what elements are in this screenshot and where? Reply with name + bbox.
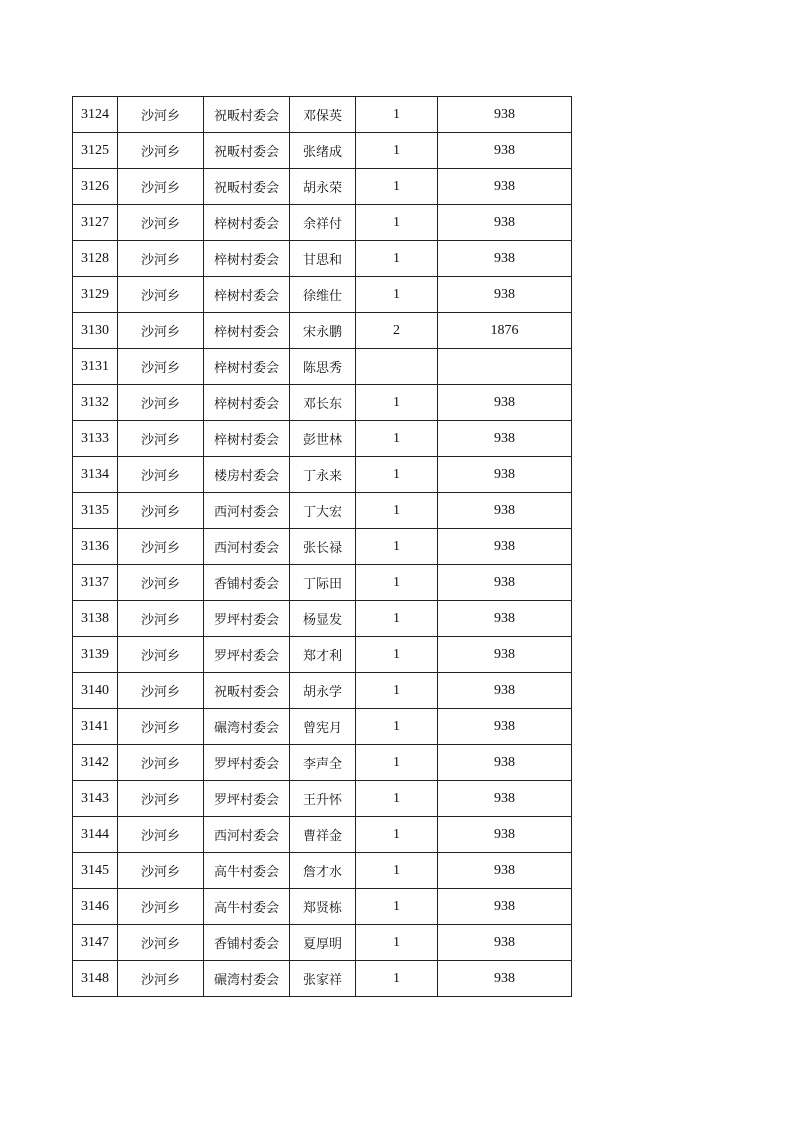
serial-number-cell: 3134 (73, 457, 118, 493)
amount-cell: 938 (438, 565, 572, 601)
table-row (73, 961, 572, 997)
township-cell: 沙河乡 (118, 781, 204, 817)
table-row (73, 493, 572, 529)
serial-number-cell: 3128 (73, 241, 118, 277)
township-cell: 沙河乡 (118, 205, 204, 241)
person-name-cell: 胡永学 (290, 673, 356, 709)
village-committee-cell: 高牛村委会 (204, 889, 290, 925)
table-row (73, 169, 572, 205)
person-name-cell: 邓保英 (290, 97, 356, 133)
serial-number-cell: 3143 (73, 781, 118, 817)
serial-number-cell: 3146 (73, 889, 118, 925)
amount-cell: 938 (438, 709, 572, 745)
serial-number-cell: 3147 (73, 925, 118, 961)
township-cell: 沙河乡 (118, 349, 204, 385)
amount-cell: 938 (438, 889, 572, 925)
serial-number-cell: 3124 (73, 97, 118, 133)
person-name-cell: 张绪成 (290, 133, 356, 169)
amount-cell: 938 (438, 97, 572, 133)
serial-number-cell: 3129 (73, 277, 118, 313)
amount-cell: 938 (438, 637, 572, 673)
table-row (73, 133, 572, 169)
table-row (73, 853, 572, 889)
serial-number-cell: 3133 (73, 421, 118, 457)
serial-number-cell: 3139 (73, 637, 118, 673)
household-count-cell: 1 (356, 961, 438, 997)
serial-number-cell: 3141 (73, 709, 118, 745)
amount-cell: 938 (438, 817, 572, 853)
township-cell: 沙河乡 (118, 241, 204, 277)
person-name-cell: 李声全 (290, 745, 356, 781)
table-row (73, 817, 572, 853)
amount-cell (438, 349, 572, 385)
person-name-cell: 宋永鹏 (290, 313, 356, 349)
village-committee-cell: 梓树村委会 (204, 241, 290, 277)
serial-number-cell: 3145 (73, 853, 118, 889)
serial-number-cell: 3126 (73, 169, 118, 205)
serial-number-cell: 3127 (73, 205, 118, 241)
village-committee-cell: 祝畈村委会 (204, 673, 290, 709)
household-count-cell: 1 (356, 277, 438, 313)
table-row (73, 565, 572, 601)
table-row (73, 421, 572, 457)
amount-cell: 938 (438, 961, 572, 997)
township-cell: 沙河乡 (118, 97, 204, 133)
serial-number-cell: 3132 (73, 385, 118, 421)
serial-number-cell: 3125 (73, 133, 118, 169)
serial-number-cell: 3130 (73, 313, 118, 349)
table-row (73, 781, 572, 817)
person-name-cell: 郑才利 (290, 637, 356, 673)
serial-number-cell: 3138 (73, 601, 118, 637)
village-committee-cell: 楼房村委会 (204, 457, 290, 493)
township-cell: 沙河乡 (118, 637, 204, 673)
amount-cell: 938 (438, 277, 572, 313)
village-committee-cell: 西河村委会 (204, 817, 290, 853)
person-name-cell: 邓长东 (290, 385, 356, 421)
village-committee-cell: 罗坪村委会 (204, 601, 290, 637)
amount-cell: 938 (438, 601, 572, 637)
amount-cell: 938 (438, 421, 572, 457)
person-name-cell: 甘思和 (290, 241, 356, 277)
village-committee-cell: 西河村委会 (204, 493, 290, 529)
township-cell: 沙河乡 (118, 529, 204, 565)
person-name-cell: 胡永荣 (290, 169, 356, 205)
township-cell: 沙河乡 (118, 385, 204, 421)
household-count-cell: 1 (356, 421, 438, 457)
table-row (73, 97, 572, 133)
township-cell: 沙河乡 (118, 925, 204, 961)
township-cell: 沙河乡 (118, 817, 204, 853)
table-row (73, 889, 572, 925)
amount-cell: 938 (438, 457, 572, 493)
village-committee-cell: 罗坪村委会 (204, 745, 290, 781)
village-committee-cell: 祝畈村委会 (204, 133, 290, 169)
household-count-cell: 1 (356, 205, 438, 241)
person-name-cell: 夏厚明 (290, 925, 356, 961)
household-count-cell: 1 (356, 565, 438, 601)
table-row (73, 925, 572, 961)
household-count-cell: 1 (356, 853, 438, 889)
amount-cell: 938 (438, 493, 572, 529)
township-cell: 沙河乡 (118, 673, 204, 709)
amount-cell: 1876 (438, 313, 572, 349)
table-row (73, 745, 572, 781)
township-cell: 沙河乡 (118, 421, 204, 457)
table-row (73, 637, 572, 673)
amount-cell: 938 (438, 385, 572, 421)
table-row (73, 529, 572, 565)
village-committee-cell: 梓树村委会 (204, 313, 290, 349)
amount-cell: 938 (438, 673, 572, 709)
township-cell: 沙河乡 (118, 565, 204, 601)
village-committee-cell: 碾湾村委会 (204, 961, 290, 997)
household-count-cell: 1 (356, 529, 438, 565)
household-count-cell: 1 (356, 457, 438, 493)
person-name-cell: 郑贤栋 (290, 889, 356, 925)
amount-cell: 938 (438, 529, 572, 565)
table-row (73, 385, 572, 421)
township-cell: 沙河乡 (118, 493, 204, 529)
table-row (73, 277, 572, 313)
person-name-cell: 彭世林 (290, 421, 356, 457)
village-committee-cell: 梓树村委会 (204, 421, 290, 457)
person-name-cell: 丁大宏 (290, 493, 356, 529)
roster-body (73, 97, 572, 997)
township-cell: 沙河乡 (118, 745, 204, 781)
household-count-cell: 1 (356, 385, 438, 421)
person-name-cell: 丁永来 (290, 457, 356, 493)
township-cell: 沙河乡 (118, 313, 204, 349)
village-committee-cell: 祝畈村委会 (204, 97, 290, 133)
table-row (73, 313, 572, 349)
person-name-cell: 曹祥金 (290, 817, 356, 853)
amount-cell: 938 (438, 169, 572, 205)
table-row (73, 601, 572, 637)
person-name-cell: 张家祥 (290, 961, 356, 997)
table-row (73, 457, 572, 493)
amount-cell: 938 (438, 925, 572, 961)
household-count-cell: 1 (356, 709, 438, 745)
table-row (73, 205, 572, 241)
household-count-cell: 1 (356, 97, 438, 133)
household-count-cell: 1 (356, 241, 438, 277)
household-count-cell: 1 (356, 169, 438, 205)
township-cell: 沙河乡 (118, 457, 204, 493)
village-committee-cell: 香铺村委会 (204, 925, 290, 961)
household-count-cell: 1 (356, 637, 438, 673)
village-committee-cell: 高牛村委会 (204, 853, 290, 889)
roster-table (72, 96, 572, 997)
village-committee-cell: 祝畈村委会 (204, 169, 290, 205)
township-cell: 沙河乡 (118, 169, 204, 205)
serial-number-cell: 3137 (73, 565, 118, 601)
table-row (73, 709, 572, 745)
person-name-cell: 张长禄 (290, 529, 356, 565)
household-count-cell (356, 349, 438, 385)
person-name-cell: 杨显发 (290, 601, 356, 637)
village-committee-cell: 罗坪村委会 (204, 781, 290, 817)
township-cell: 沙河乡 (118, 709, 204, 745)
household-count-cell: 1 (356, 889, 438, 925)
township-cell: 沙河乡 (118, 133, 204, 169)
person-name-cell: 曾宪月 (290, 709, 356, 745)
serial-number-cell: 3148 (73, 961, 118, 997)
amount-cell: 938 (438, 853, 572, 889)
household-count-cell: 1 (356, 925, 438, 961)
village-committee-cell: 梓树村委会 (204, 277, 290, 313)
person-name-cell: 詹才水 (290, 853, 356, 889)
village-committee-cell: 梓树村委会 (204, 205, 290, 241)
person-name-cell: 徐维仕 (290, 277, 356, 313)
household-count-cell: 2 (356, 313, 438, 349)
village-committee-cell: 碾湾村委会 (204, 709, 290, 745)
household-count-cell: 1 (356, 781, 438, 817)
village-committee-cell: 香铺村委会 (204, 565, 290, 601)
amount-cell: 938 (438, 745, 572, 781)
village-committee-cell: 西河村委会 (204, 529, 290, 565)
serial-number-cell: 3135 (73, 493, 118, 529)
serial-number-cell: 3142 (73, 745, 118, 781)
village-committee-cell: 罗坪村委会 (204, 637, 290, 673)
village-committee-cell: 梓树村委会 (204, 385, 290, 421)
township-cell: 沙河乡 (118, 601, 204, 637)
village-committee-cell: 梓树村委会 (204, 349, 290, 385)
person-name-cell: 陈思秀 (290, 349, 356, 385)
table-row (73, 349, 572, 385)
amount-cell: 938 (438, 205, 572, 241)
person-name-cell: 余祥付 (290, 205, 356, 241)
person-name-cell: 王升怀 (290, 781, 356, 817)
household-count-cell: 1 (356, 745, 438, 781)
serial-number-cell: 3136 (73, 529, 118, 565)
household-count-cell: 1 (356, 817, 438, 853)
person-name-cell: 丁际田 (290, 565, 356, 601)
table-row (73, 673, 572, 709)
amount-cell: 938 (438, 241, 572, 277)
amount-cell: 938 (438, 133, 572, 169)
serial-number-cell: 3140 (73, 673, 118, 709)
household-count-cell: 1 (356, 133, 438, 169)
township-cell: 沙河乡 (118, 277, 204, 313)
table-row (73, 241, 572, 277)
serial-number-cell: 3144 (73, 817, 118, 853)
household-count-cell: 1 (356, 493, 438, 529)
township-cell: 沙河乡 (118, 853, 204, 889)
household-count-cell: 1 (356, 601, 438, 637)
township-cell: 沙河乡 (118, 889, 204, 925)
township-cell: 沙河乡 (118, 961, 204, 997)
amount-cell: 938 (438, 781, 572, 817)
serial-number-cell: 3131 (73, 349, 118, 385)
household-count-cell: 1 (356, 673, 438, 709)
